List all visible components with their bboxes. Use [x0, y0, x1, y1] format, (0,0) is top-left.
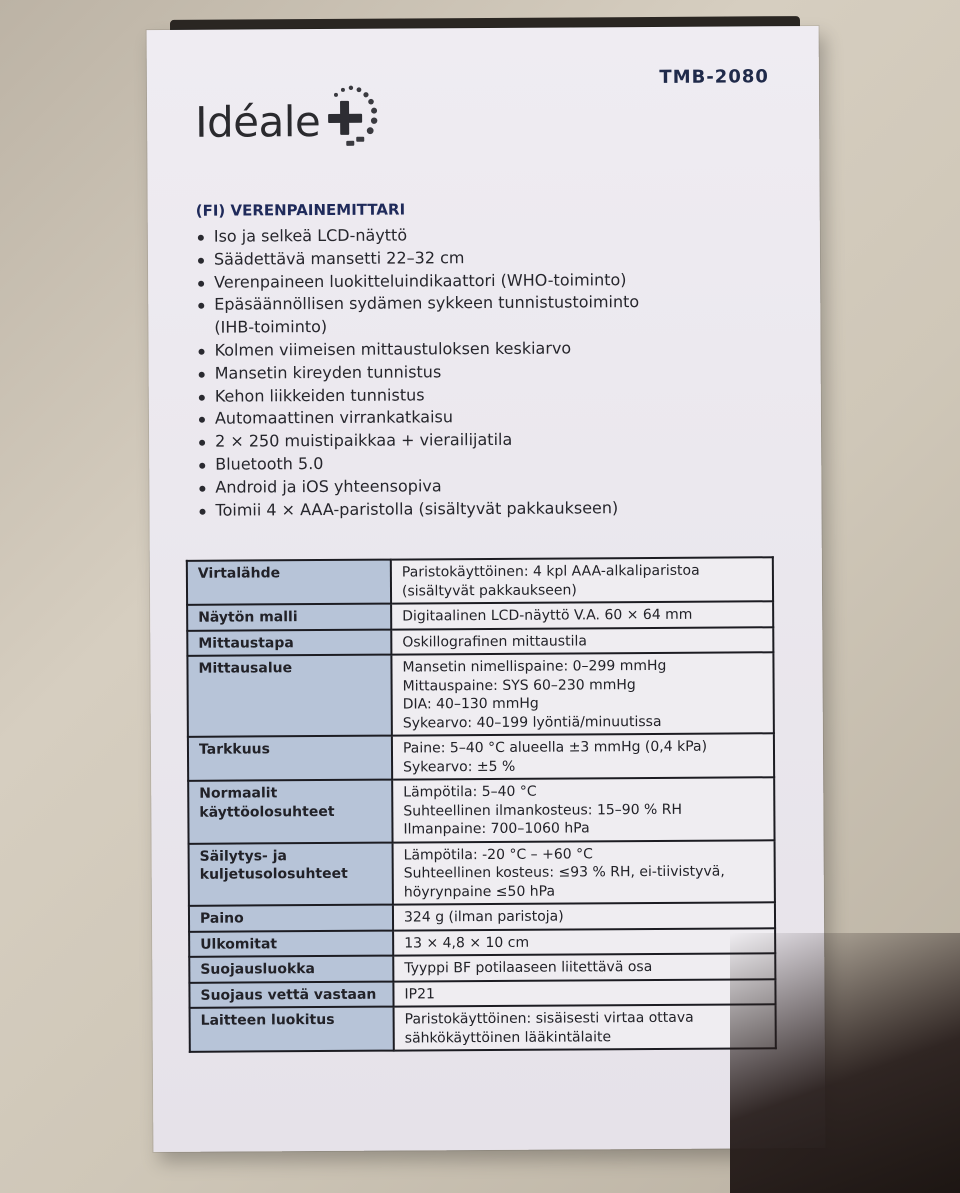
spec-value-line: Mansetin nimellispaine: 0–299 mmHg: [402, 657, 667, 676]
feature-list: [196, 223, 656, 522]
spec-value-line: Paristokäyttöinen: 4 kpl AAA-alkaliparistoa: [401, 562, 700, 581]
spec-value-line: 13 × 4,8 × 10 cm: [404, 934, 530, 952]
spec-key: Suojaus vettä vastaan: [189, 981, 393, 1008]
list-item: Verenpaineen luokitteluindikaattori (WHO-toiminto): [196, 269, 654, 295]
spec-value: [393, 928, 775, 956]
list-item: 2 × 250 muistipaikkaa + vierailijatila: [197, 428, 655, 454]
specs-table: [186, 556, 777, 1053]
spec-key: Normaalit käyttöolosuhteet: [188, 780, 392, 844]
spec-value: [393, 979, 775, 1007]
brand-name: Idéale: [194, 96, 321, 147]
list-item: Kehon liikkeiden tunnistus: [197, 383, 655, 409]
spec-value-line: Sykearvo: 40–199 lyöntiä/minuutissa: [402, 713, 662, 732]
model-number: TMB-2080: [659, 66, 769, 88]
spec-value: [391, 601, 773, 629]
spec-value-line: (sisältyvät pakkaukseen): [401, 581, 577, 600]
plus-dotted-circle-icon: [322, 81, 378, 155]
spec-value: [392, 777, 774, 842]
table-row: [187, 627, 773, 656]
list-item: Toimii 4 × AAA-paristolla (sisältyvät pakkaukseen): [197, 497, 655, 523]
spec-value: [393, 840, 775, 905]
table-row: [189, 979, 775, 1008]
section-heading: (FI) VERENPAINEMITTARI: [195, 200, 406, 220]
list-item: Kolmen viimeisen mittaustuloksen keskiarvo: [196, 337, 654, 363]
spec-value-line: Mittauspaine: SYS 60–230 mmHg: [402, 676, 636, 695]
spec-value: [391, 627, 773, 655]
spec-value-line: Digitaalinen LCD-näyttö V.A. 60 × 64 mm: [402, 606, 693, 625]
spec-value-line: Paristokäyttöinen: sisäisesti virtaa ottava: [404, 1009, 694, 1028]
spec-key: Laitteen luokitus: [190, 1007, 394, 1052]
list-item: Mansetin kireyden tunnistus: [197, 360, 655, 386]
list-item: Android ja iOS yhteensopiva: [197, 474, 655, 500]
spec-key: Ulkomitat: [189, 930, 393, 957]
spec-key: Mittaustapa: [187, 629, 391, 656]
spec-value: [393, 902, 775, 930]
spec-value: [393, 953, 775, 981]
spec-value-line: Paine: 5–40 °C alueella ±3 mmHg (0,4 kPa): [402, 738, 708, 757]
table-row: [189, 902, 775, 931]
spec-key: Virtalähde: [187, 560, 391, 605]
table-row: [187, 557, 773, 605]
spec-key: Säilytys- ja kuljetusolosuhteet: [189, 842, 393, 906]
list-item: Automaattinen virrankatkaisu: [197, 405, 655, 431]
spec-value-line: Suhteellinen ilmankosteus: 15–90 % RH: [403, 801, 683, 820]
brand-logo: [195, 87, 379, 156]
table-row: [188, 777, 774, 843]
spec-value-line: Ilmanpaine: 700–1060 hPa: [403, 820, 590, 838]
spec-key: Suojausluokka: [189, 956, 393, 983]
spec-value: [392, 733, 774, 779]
spec-key: Paino: [189, 905, 393, 932]
table-row: [189, 953, 775, 982]
spec-value-line: Suhteellinen kosteus: ≤93 % RH, ei-tiivistyvä,: [403, 863, 725, 882]
spec-value: [391, 652, 773, 735]
spec-key: Mittausalue: [187, 655, 391, 737]
list-item: Säädettävä mansetti 22–32 cm: [196, 246, 654, 272]
table-row: [189, 928, 775, 957]
table-row: [190, 1004, 776, 1052]
spec-value-line: Lämpötila: 5–40 °C: [403, 783, 537, 801]
spec-value-line: sähkökäyttöinen lääkintälaite: [404, 1028, 612, 1047]
spec-value-line: IP21: [404, 985, 435, 1003]
table-row: [189, 840, 775, 906]
spec-value-line: höyrynpaine ≤50 hPa: [403, 883, 556, 901]
spec-value-line: Oskillografinen mittaustila: [402, 632, 587, 651]
spec-value-line: DIA: 40–130 mmHg: [402, 695, 539, 713]
table-row: [187, 652, 773, 737]
spec-value-line: Lämpötila: -20 °C – +60 °C: [403, 845, 593, 864]
spec-key: Näytön malli: [187, 604, 391, 631]
table-row: [187, 601, 773, 630]
spec-key: Tarkkuus: [188, 736, 392, 781]
spec-value-line: Sykearvo: ±5 %: [403, 758, 516, 776]
background-shadow: [730, 933, 960, 1193]
list-item: Bluetooth 5.0: [197, 451, 655, 477]
spec-value-line: 324 g (ilman paristoja): [403, 908, 564, 926]
product-box-panel: [147, 26, 826, 1152]
spec-value: [394, 1004, 776, 1050]
table-row: [188, 733, 774, 781]
list-item: Epäsäännöllisen sydämen sykkeen tunnistustoiminto (IHB-toiminto): [196, 291, 654, 339]
list-item: Iso ja selkeä LCD-näyttö: [196, 223, 654, 249]
spec-value: [391, 557, 773, 603]
spec-value-line: Tyyppi BF potilaaseen liitettävä osa: [404, 958, 653, 977]
